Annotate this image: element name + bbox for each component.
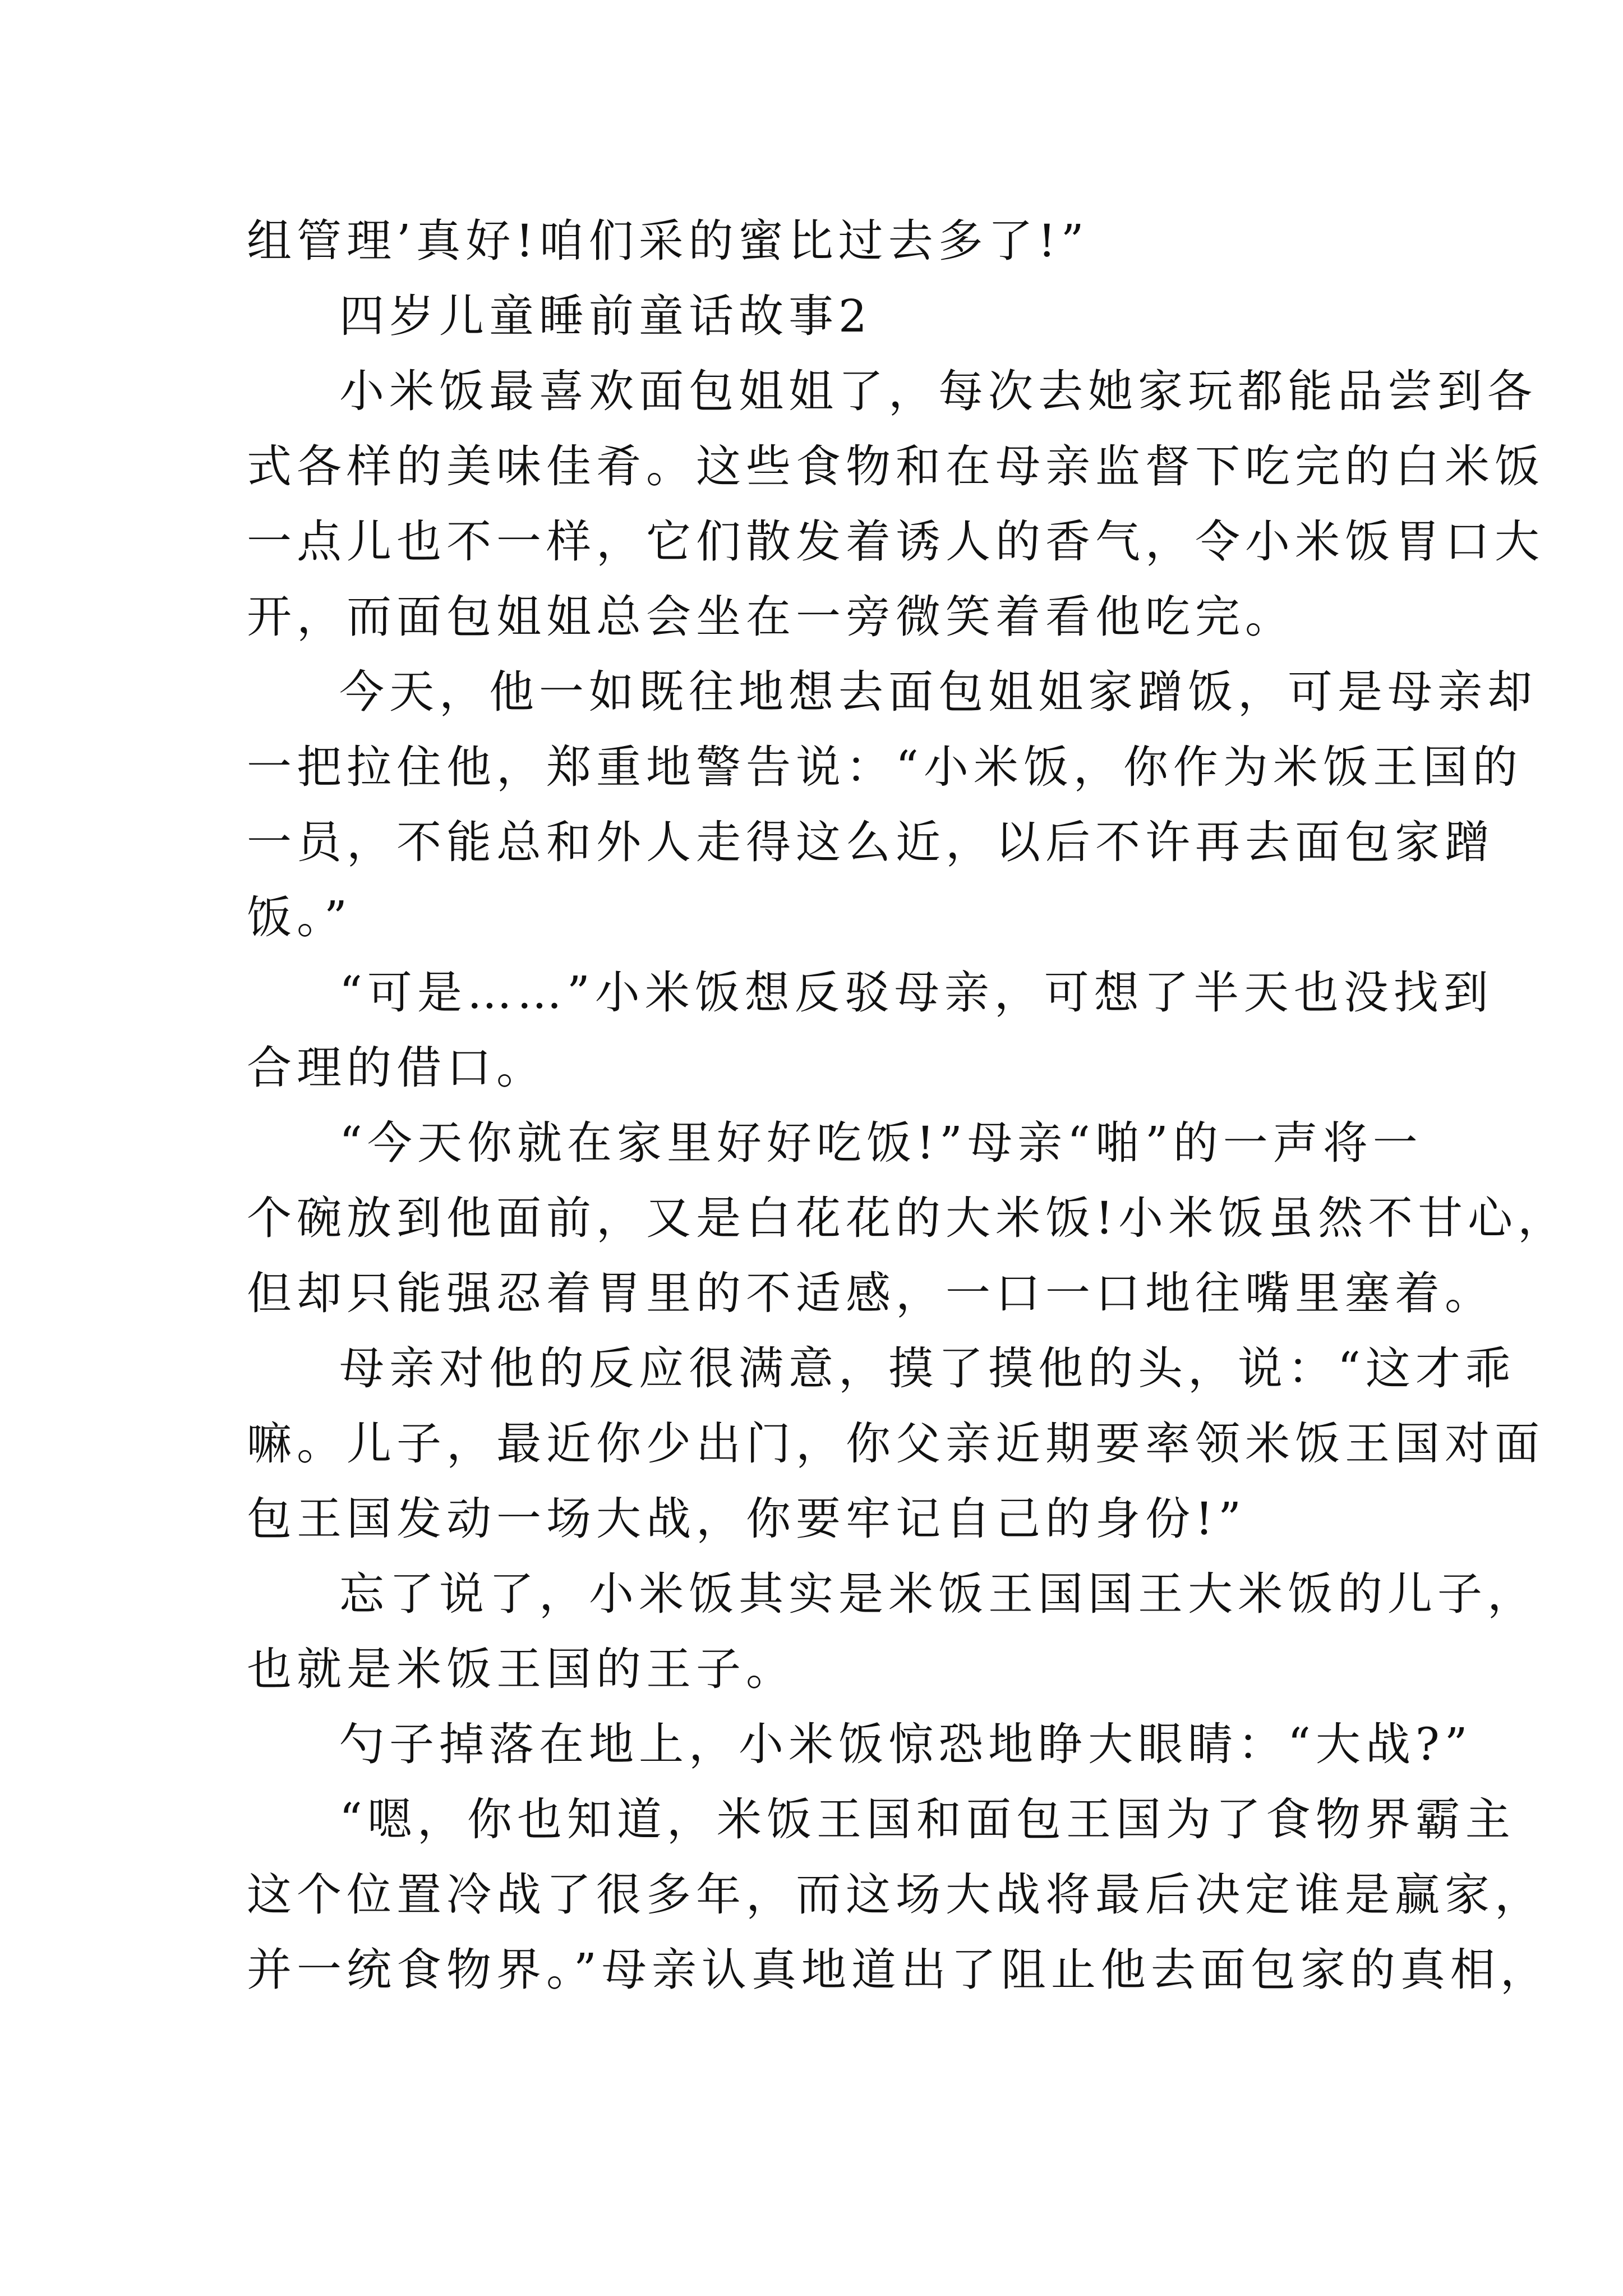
text-line: 包王国发动一场大战，你要牢记自己的身份!” [247,1493,1247,1545]
text-line: 忘了说了，小米饭其实是米饭王国国王大米饭的儿子， [339,1568,1537,1620]
text-line: 个碗放到他面前，又是白花花的大米饭!小米饭虽然不甘心， [247,1192,1568,1244]
text-line: 小米饭最喜欢面包姐姐了，每次去她家玩都能品尝到各 [339,365,1537,417]
document-page [247,208,1568,2012]
text-line: 一点儿也不一样，它们散发着诱人的香气，令小米饭胃口大 [247,516,1544,568]
text-line: 嘛。儿子，最近你少出门，你父亲近期要率领米饭王国对面 [247,1418,1544,1470]
text-line: 母亲对他的反应很满意，摸了摸他的头，说：“这才乖 [339,1342,1515,1395]
text-line: “可是……”小米饭想反驳母亲，可想了半天也没找到 [339,967,1493,1019]
text-line: 今天，他一如既往地想去面包姐姐家蹭饭，可是母亲却 [339,666,1537,718]
text-line: 一把拉住他，郑重地警告说：“小米饭，你作为米饭王国的 [247,741,1523,793]
text-line: 这个位置冷战了很多年，而这场大战将最后决定谁是赢家， [247,1869,1544,1921]
text-line: 合理的借口。 [247,1042,546,1094]
text-line: 一员，不能总和外人走得这么近，以后不许再去面包家蹭 [247,816,1495,868]
text-line: “今天你就在家里好好吃饭!”母亲“啪”的一声将一 [339,1117,1423,1169]
text-line: 开，而面包姐姐总会坐在一旁微笑着看他吃完。 [247,591,1295,643]
text-line: “嗯，你也知道，米饭王国和面包王国为了食物界霸主 [339,1793,1515,1846]
text-line: 组管理’真好!咱们采的蜜比过去多了!” [247,215,1089,267]
text-line: 但却只能强忍着胃里的不适感，一口一口地往嘴里塞着。 [247,1267,1495,1319]
text-line: 并一统食物界。”母亲认真地道出了阻止他去面包家的真相， [247,1944,1550,1996]
text-line: 饭。” [247,891,352,944]
text-line: 也就是米饭王国的王子。 [247,1643,796,1695]
text-line: 勺子掉落在地上，小米饭惊恐地睁大眼睛：“大战?” [339,1718,1473,1770]
section-heading: 四岁儿童睡前童话故事2 [339,290,872,342]
text-line: 式各样的美味佳肴。这些食物和在母亲监督下吃完的白米饭 [247,440,1544,493]
